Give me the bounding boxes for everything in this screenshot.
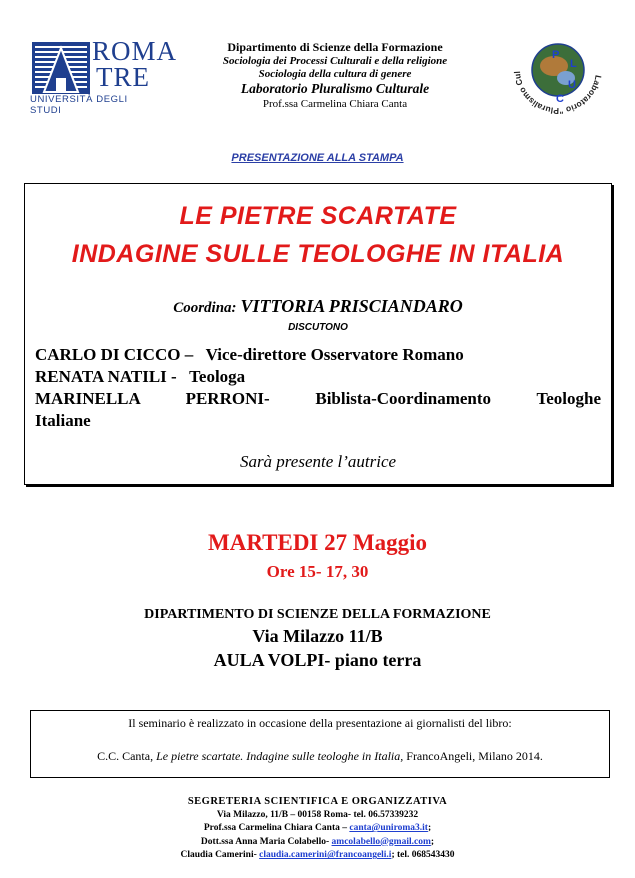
contact-2-end: ; (430, 836, 435, 847)
header-prof: Prof.ssa Carmelina Chiara Canta (262, 97, 408, 110)
header-lab: Laboratorio Pluralismo Culturale (240, 81, 430, 97)
event-date: MARTEDI 27 Maggio (208, 530, 427, 555)
footer-contact-3 (0, 849, 635, 863)
coordinator-name: VITTORIA PRISCIANDARO (240, 296, 463, 316)
book-box (30, 710, 610, 778)
speaker-2: RENATA NATILI - Teologa (35, 367, 246, 386)
event-hours: Ore 15- 17, 30 (266, 562, 369, 581)
press-presentation-label: PRESENTAZIONE ALLA STAMPA (231, 152, 404, 164)
contact-1-name: Prof.ssa Carmelina Chiara Canta – (203, 823, 347, 834)
header-line-2: Sociologia dei Processi Culturali e della religione (222, 54, 448, 67)
lab-ring-text: Laboratorio "Pluralismo Cul (512, 70, 604, 117)
coordinator-label: Coordina: (173, 300, 237, 316)
footer-segreteria: SEGRETERIA SCIENTIFICA E ORGANIZZATIVA (187, 796, 448, 807)
lab-logo (510, 22, 606, 118)
lab-letter-c: C (556, 93, 564, 105)
logo-word-roma: ROMA (92, 36, 178, 66)
event-box (24, 183, 612, 485)
speaker-list (35, 344, 601, 432)
location-room: AULA VOLPI- piano terra (213, 650, 422, 670)
lab-letter-l: L (570, 58, 577, 70)
contact-2-email-link[interactable]: amcolabello@gmail.com (331, 836, 431, 847)
lab-letter-p: P (552, 49, 560, 61)
header-line-3: Sociologia della cultura di genere (258, 68, 412, 81)
author-present-note: Sarà presente l’autrice (239, 452, 397, 471)
contact-2-name: Dott.ssa Anna Maria Colabello- (200, 836, 330, 847)
book-author: C.C. Canta, (97, 749, 154, 763)
book-publisher: FrancoAngeli, Milano 2014. (406, 749, 543, 763)
contact-3-email-link[interactable]: claudia.camerini@francoangeli.i (259, 850, 392, 861)
event-title-line-1: LE PIETRE SCARTATE (179, 202, 457, 230)
contact-3-name: Claudia Camerini- (180, 850, 257, 861)
speaker-1: CARLO DI CICCO – Vice-direttore Osservatore Romano (35, 345, 464, 364)
lab-letter-u: U (568, 79, 576, 91)
speaker-3: MARINELLA PERRONI- Biblista-Coordinamento Teologhe (35, 389, 601, 408)
footer-contact-1 (0, 822, 635, 836)
book-citation (31, 749, 609, 764)
footer-contact-2 (0, 836, 635, 850)
book-title: Le pietre scartate. Indagine sulle teologhe in Italia, (156, 749, 404, 763)
contact-1-email-link[interactable]: canta@uniroma3.it (349, 823, 428, 834)
contact-3-end: ; tel. 068543430 (391, 850, 455, 861)
header-block (190, 40, 480, 111)
location-department: DIPARTIMENTO DI SCIENZE DELLA FORMAZIONE (144, 607, 491, 622)
footer-address: Via Milazzo, 11/B – 00158 Roma- tel. 06.57339232 (216, 809, 419, 820)
logo-university: UNIVERSITÀ DEGLI STUDI (30, 94, 128, 116)
discussants-label: DISCUTONO (288, 322, 348, 333)
speaker-3-continued: Italiane (35, 411, 91, 430)
location-address: Via Milazzo 11/B (252, 626, 383, 646)
coordinator (25, 296, 611, 317)
book-intro: Il seminario è realizzato in occasione della presentazione ai giornalisti del libro: (128, 716, 512, 730)
roma-tre-emblem-icon (32, 42, 90, 94)
header-department: Dipartimento di Scienze della Formazione (227, 40, 443, 54)
logo-word-tre: TRE (96, 62, 150, 92)
roma-tre-logo (30, 36, 178, 116)
event-title-line-2: INDAGINE SULLE TEOLOGHE IN ITALIA (71, 240, 565, 268)
contact-1-end: ; (427, 823, 432, 834)
lab-globe-icon (510, 22, 606, 118)
footer-contacts (0, 795, 635, 863)
